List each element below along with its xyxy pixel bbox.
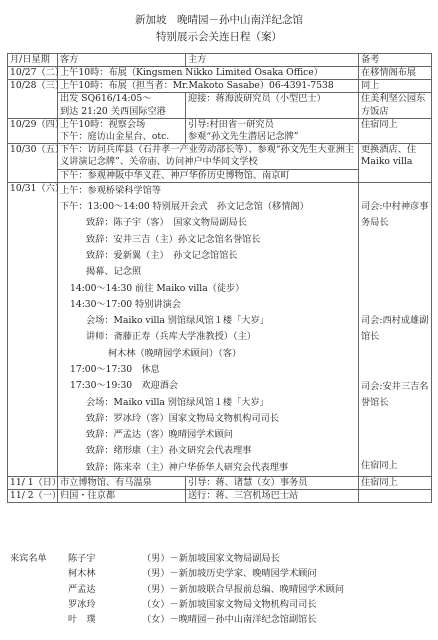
guest-line: 出发 SQ616/14:05～ — [60, 93, 152, 105]
guest-cell — [58, 93, 186, 118]
activity-line: 致辞：罗冰玲（客）国家文物局文物机构司司长 — [86, 412, 279, 424]
host-line: 参观“孙文先生潜居记念牌” — [188, 130, 299, 142]
activity-cell — [58, 182, 359, 476]
activity-line: 致辞：爱新翼（主） 孙文记念馆馆长 — [86, 249, 238, 261]
activity-cell: 下午：参观神阪中华义荘、神戸华侨历史博物馆、南京町 — [58, 169, 359, 182]
list-item — [10, 568, 344, 583]
activity-line: 17:00～17:30 休息 — [70, 363, 160, 375]
activity-line: 柯木林（晚晴园学术顾问）（客） — [108, 347, 242, 359]
table-row — [8, 80, 432, 93]
activity-line: 14:00～14:30 前往 Maiko villa（徒步） — [70, 282, 245, 294]
note-cell: 同上 — [359, 80, 432, 93]
list-item — [10, 584, 344, 599]
guest-desc: （男）－新加坡历史学家、晚晴园学术顾问 — [142, 568, 317, 580]
activity-line: 14:30～17:00 特别讲演会 — [70, 298, 181, 310]
guest-desc: （男）－新加坡国家文物局副局长 — [142, 553, 280, 564]
activity-line: 致辞：严孟达（客）晚晴园学术顾问 — [86, 429, 233, 441]
guest-name: 严孟达 — [68, 583, 96, 595]
activity-line: 揭幕、记念照 — [86, 266, 142, 278]
table-row — [8, 490, 432, 503]
note-cell: 更换酒店、住Maiko villa — [359, 144, 432, 183]
header-date: 月/日星期 — [8, 54, 58, 67]
guest-desc: （女）－晚晴园－孙中山南洋纪念馆副馆长 — [142, 614, 317, 626]
activity-line: 下午：13:00～14:00 特别展开会式 孙文记念馆（移情阁） — [60, 201, 309, 213]
note-cell: 在移情阁布展 — [359, 67, 432, 80]
activity-cell: 上午10時：布展（担当者：Mr.Makoto Sasabe）06-4391-7538 — [58, 80, 359, 93]
activity-line: 会场：Maiko villa 别馆绿风馆１楼「大岁」 — [86, 396, 269, 408]
table-row — [8, 477, 432, 490]
activity-line: 致辞：绪形康（主）孙文研究会代表理事 — [86, 445, 252, 457]
host-cell: 引导：蒋、诸慧（女）事务员 — [186, 477, 359, 490]
note-lodging: 住宿同上 — [361, 459, 398, 471]
host-cell: 送行：蒋、三宫机场巴士站 — [186, 490, 359, 503]
header-row — [8, 54, 432, 67]
note-emcee-3: 司会:安井三吉名誉馆长 — [361, 380, 429, 409]
schedule-table — [7, 53, 432, 503]
guest-line: 上午10時：视察会场 — [60, 118, 146, 130]
date-cell: 11/ 1（日） — [8, 477, 58, 490]
table-row — [8, 93, 432, 118]
header-host: 主方 — [186, 54, 359, 67]
activity-line: 会场：Maiko villa 别馆绿风馆１楼「大岁」 — [86, 315, 269, 327]
note-cell: 住宿同上 — [359, 118, 432, 143]
table-row — [8, 67, 432, 80]
date-cell: 10/28（三） — [8, 80, 58, 119]
note-emcee-1: 司会:中村神彦事务局长 — [361, 200, 429, 229]
date-cell: 10/27（二） — [8, 67, 58, 80]
note-cell: 住宿同上 — [359, 477, 432, 490]
date-cell: 11/ 2（一） — [8, 490, 58, 503]
guest-cell: 市立博物馆、有马温泉 — [58, 477, 186, 490]
list-item — [10, 599, 344, 614]
activity-line: 致辞：安井三吉（主）孙文记念馆名誉馆长 — [86, 233, 261, 245]
table-row — [8, 118, 432, 143]
host-cell: 迎接：蒋海波研究员（小型巴士） — [186, 93, 359, 118]
guest-cell — [58, 118, 186, 143]
note-cell: 住美利坚公园东方饭店 — [359, 93, 432, 118]
activity-cell: 上午10時：布展（Kingsmen Nikko Limited Osaka Office） — [58, 67, 359, 80]
activity-line: 讲师：斋藤正寿（兵库大学准教授）（主） — [86, 331, 256, 343]
list-item — [10, 614, 344, 629]
guest-line: 下午：庭访山金星台、otc. — [60, 130, 170, 142]
guest-name: 陈子宇 — [68, 553, 96, 564]
activity-line: 致辞：陈来幸（主）神户华侨华人研究会代表理事 — [86, 461, 289, 473]
date-cell: 10/31（六） — [8, 182, 58, 476]
guest-line: 到达 21:20 关西国际空港 — [60, 105, 166, 117]
note-cell — [359, 490, 432, 503]
guest-list-label: 来宾名单 — [10, 553, 47, 564]
guest-desc: （男）－新加坡联合早报前总编、晚晴园学术顾问 — [142, 583, 345, 595]
note-cell — [359, 182, 432, 476]
list-item — [10, 553, 344, 568]
note-emcee-2: 司会:西村成雄副馆长 — [361, 314, 429, 343]
activity-line: 致辞：陈子宇（客） 国家文物局副局长 — [86, 217, 247, 229]
guest-cell: 归国・往京都 — [58, 490, 186, 503]
guest-desc: （女）－新加坡国家文物局文物机构司司长 — [142, 598, 317, 610]
guest-list — [10, 553, 344, 629]
activity-cell: 下午：访问兵库县（石井孝一产业劳动部长等）、参观“孙文先生大亚洲主义讲演记念牌”、关帝庙、访问神户中华同文学校 — [58, 144, 359, 169]
host-line: 引导:村田省一研究员 — [188, 118, 274, 130]
activity-line: 17:30～19:30 欢迎酒会 — [70, 380, 179, 392]
header-guest: 客方 — [58, 54, 186, 67]
header-note: 备考 — [359, 54, 432, 67]
title-line-2: 特别展示会关连日程（案） — [156, 31, 282, 43]
guest-name: 叶 璞 — [68, 614, 96, 626]
host-cell — [186, 118, 359, 143]
title-line-1: 新加坡 晚晴园－孙中山南洋纪念馆 — [135, 14, 303, 26]
guest-name: 柯木林 — [68, 568, 96, 580]
table-row — [8, 144, 432, 169]
date-cell: 10/30（五） — [8, 144, 58, 183]
table-row — [8, 182, 432, 476]
date-cell: 10/29（四） — [8, 118, 58, 143]
activity-line: 上午：参观桥梁科学馆等 — [60, 184, 162, 196]
guest-name: 罗冰玲 — [68, 598, 96, 610]
